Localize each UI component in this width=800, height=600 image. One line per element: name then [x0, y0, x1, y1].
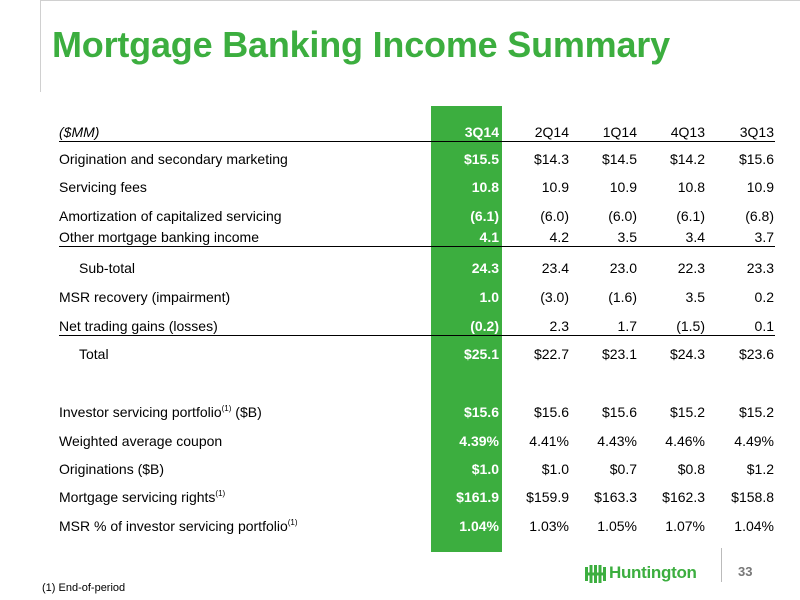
table-cell: $1.0 [541, 461, 569, 477]
table-cell: 1.04% [734, 518, 774, 534]
table-cell: $1.0 [471, 461, 499, 477]
table-cell: 23.4 [541, 260, 569, 276]
table-cell: $15.6 [601, 404, 637, 420]
table-cell: 24.3 [471, 260, 499, 276]
row-label: Total [79, 346, 109, 362]
table-cell: $159.9 [526, 489, 569, 505]
row-label: Originations ($B) [59, 461, 165, 477]
row-label: MSR recovery (impairment) [59, 289, 231, 305]
table-cell: (3.0) [540, 289, 569, 305]
footnote-ref: (1) [215, 489, 226, 498]
table-row [59, 229, 775, 251]
table-cell: $22.7 [533, 346, 569, 362]
row-label: Amortization of capitalized servicing [59, 208, 282, 224]
row-label: Servicing fees [59, 179, 147, 195]
huntington-logo [584, 562, 714, 588]
table-cell: $161.9 [456, 489, 499, 505]
table-cell: 1.03% [529, 518, 569, 534]
table-cell: $1.2 [746, 461, 774, 477]
table-cell: 4.39% [459, 433, 499, 449]
slide-frame-top [40, 0, 800, 1]
slide-title: Mortgage Banking Income Summary [52, 24, 670, 65]
subtotal-row [59, 260, 775, 282]
table-cell: (6.0) [540, 208, 569, 224]
table-row [59, 404, 775, 426]
table-cell: $0.8 [677, 461, 705, 477]
table-cell: (1.5) [676, 318, 705, 334]
table-cell: 1.04% [459, 518, 499, 534]
table-cell: 4.49% [734, 433, 774, 449]
column-header: 2Q14 [534, 124, 569, 140]
table-cell: 1.07% [665, 518, 705, 534]
table-cell: $14.5 [601, 151, 637, 167]
table-cell: 4.46% [665, 433, 705, 449]
table-cell: $158.8 [731, 489, 774, 505]
table-cell: (1.6) [608, 289, 637, 305]
table-cell: 3.5 [685, 289, 705, 305]
huntington-logo-icon [584, 563, 606, 585]
logo-wordmark: Huntington [609, 563, 697, 582]
table-cell: (0.2) [470, 318, 499, 334]
table-cell: $15.6 [533, 404, 569, 420]
table-row [59, 179, 775, 201]
table-cell: 10.8 [471, 179, 499, 195]
table-row [59, 518, 775, 540]
row-label: MSR % of investor servicing portfolio$^{(1)}$ [59, 518, 298, 534]
table-row [59, 433, 775, 455]
table-cell: 3.5 [617, 229, 637, 245]
table-cell: $24.3 [669, 346, 705, 362]
table-cell: $23.1 [601, 346, 637, 362]
header-underline [59, 141, 775, 142]
table-row [59, 289, 775, 311]
footnote-ref: (1) [221, 404, 232, 413]
table-cell: 2.3 [549, 318, 569, 334]
table-cell: (6.1) [676, 208, 705, 224]
column-header: 3Q14 [464, 124, 499, 140]
table-cell: $15.2 [669, 404, 705, 420]
table-cell: 4.1 [479, 229, 499, 245]
column-header: 3Q13 [739, 124, 774, 140]
table-cell: $15.6 [738, 151, 774, 167]
row-label: Mortgage servicing rights$^{(1)}$ [59, 489, 226, 505]
table-cell: $14.2 [669, 151, 705, 167]
table-cell: 10.9 [541, 179, 569, 195]
table-cell: 4.41% [529, 433, 569, 449]
table-cell: 4.2 [549, 229, 569, 245]
table-header-row [59, 124, 775, 146]
page-number: 33 [738, 564, 753, 579]
logo-separator [721, 548, 722, 582]
table-cell: 23.0 [609, 260, 637, 276]
total-divider [59, 335, 775, 336]
table-row [59, 461, 775, 483]
subtotal-divider [59, 246, 775, 247]
row-label: Other mortgage banking income [59, 229, 259, 245]
table-cell: $14.3 [533, 151, 569, 167]
column-header: 4Q13 [670, 124, 705, 140]
table-row [59, 318, 775, 340]
row-label: Origination and secondary marketing [59, 151, 288, 167]
units-label: ($MM) [59, 124, 100, 140]
row-label: Net trading gains (losses) [59, 318, 218, 334]
footnote-ref: (1) [287, 518, 298, 527]
table-cell: (6.0) [608, 208, 637, 224]
table-cell: 3.4 [685, 229, 705, 245]
table-cell: 1.7 [617, 318, 637, 334]
row-label: Weighted average coupon [59, 433, 223, 449]
table-cell: $163.3 [594, 489, 637, 505]
table-cell: (6.1) [470, 208, 499, 224]
table-cell: $25.1 [463, 346, 499, 362]
table-cell: $15.6 [463, 404, 499, 420]
table-cell: $0.7 [609, 461, 637, 477]
table-cell: 10.9 [609, 179, 637, 195]
table-cell: 0.1 [754, 318, 774, 334]
table-cell: 10.9 [746, 179, 774, 195]
table-row [59, 208, 775, 230]
row-label: Investor servicing portfolio$^{(1)}$ ($B) [59, 404, 262, 420]
table-cell: 0.2 [754, 289, 774, 305]
table-cell: $15.5 [463, 151, 499, 167]
table-cell: 10.8 [677, 179, 705, 195]
table-cell: $15.2 [738, 404, 774, 420]
table-cell: $23.6 [738, 346, 774, 362]
table-cell: 22.3 [677, 260, 705, 276]
table-cell: 3.7 [754, 229, 774, 245]
table-cell: $162.3 [662, 489, 705, 505]
row-label: Sub-total [79, 260, 136, 276]
slide-frame-left [40, 0, 41, 92]
table-cell: 23.3 [746, 260, 774, 276]
column-header: 1Q14 [602, 124, 637, 140]
table-cell: 1.05% [597, 518, 637, 534]
total-row [59, 346, 775, 368]
table-row [59, 151, 775, 173]
table-cell: 4.43% [597, 433, 637, 449]
table-row [59, 489, 775, 511]
footnote: (1) End-of-period [42, 582, 126, 594]
table-cell: 1.0 [479, 289, 499, 305]
table-cell: (6.8) [745, 208, 774, 224]
